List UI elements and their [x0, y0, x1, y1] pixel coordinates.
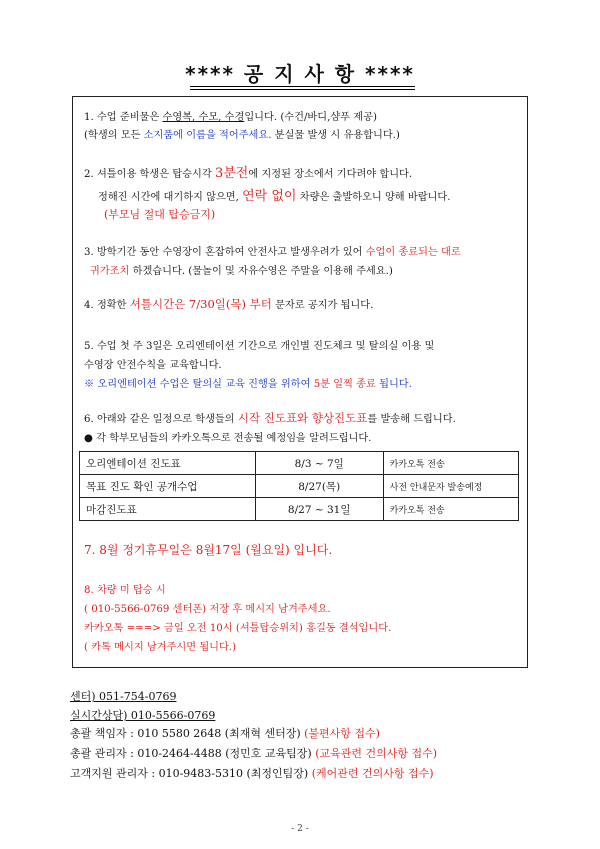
- item-5-line-1: 5. 수업 첫 주 3일은 오리엔테이션 기간으로 개인별 진도체크 및 탈의실 이용 및: [84, 341, 435, 352]
- item-6-highlight: 시작 진도표와 향상진도표: [237, 411, 368, 425]
- item-5-line-3: [84, 375, 412, 390]
- item-4-text: 4. 정확한: [84, 300, 130, 311]
- table-row: [80, 498, 519, 521]
- contact-1-text: 총괄 책임자 : 010 5580 2648 (최재혁 센터장): [70, 727, 305, 740]
- item-6-text: 6. 아래와 같은 일정으로 학생들의: [84, 414, 238, 425]
- page-number: - 2 -: [291, 824, 309, 834]
- item-3-highlight-2: 귀가조치: [90, 266, 130, 277]
- item-5-line-2: 수영장 안전수칙을 교육합니다.: [84, 360, 222, 371]
- contact-1-note: (불편사항 접수): [304, 727, 380, 740]
- item-1-text-end: 입니다. (수건/바디,샴푸 제공): [244, 112, 377, 123]
- item-1-supplies: 수영복, 수모, 수경: [162, 112, 245, 123]
- title-underline: [190, 86, 415, 87]
- item-8-line-4: ( 카톡 메시지 남겨주시면 됩니다.): [84, 642, 237, 653]
- table-row: [80, 452, 519, 475]
- table-row: [80, 475, 519, 498]
- item-2-text-2-end: 차량은 출발하오니 양해 바랍니다.: [296, 192, 451, 203]
- schedule-name: 목표 진도 확인 공개수업: [80, 475, 256, 498]
- item-1-note-end: 분실물 발생 시 유용합니다.): [271, 130, 400, 141]
- item-6-text-end: 를 발송해 드립니다.: [367, 414, 456, 425]
- item-7-text-end: 8월17일 (월요일) 입니다.: [191, 543, 333, 557]
- item-1-text: 1. 수업 준비물은: [84, 112, 163, 123]
- item-6-line-1: [84, 410, 456, 426]
- item-8-line-3: 카카오톡 ===> 금일 오전 10시 (셔틀탑승위치) 홍길동 결석입니다.: [84, 623, 392, 634]
- item-2-line-1: [84, 162, 412, 181]
- contact-2-note: (교육관련 건의사항 접수): [315, 747, 438, 760]
- center-phone: 센터) 051-754-0769: [70, 690, 177, 703]
- item-1-note-highlight: 소지품에 이름을 적어주세요.: [143, 130, 272, 141]
- item-2-line-3: (부모님 절대 탑승금지): [104, 208, 216, 221]
- item-1-line-1: [84, 108, 377, 123]
- item-5-highlight: 5분 일찍 종료: [313, 379, 376, 390]
- item-8-line-1: 8. 차량 미 탑승 시: [84, 585, 166, 596]
- item-2-text: 2. 셔틀이용 학생은 탑승시각: [84, 169, 215, 180]
- item-8-line-2: ( 010-5566-0769 센터폰) 저장 후 메시지 남겨주세요.: [84, 604, 331, 615]
- item-6-line-2: ● 각 학부모님들의 카카오톡으로 전송될 예정임을 알려드립니다.: [84, 433, 372, 444]
- item-5-note: ※ 오리엔테이션 수업은 탈의실 교육 진행을 위하여: [84, 379, 314, 390]
- schedule-table: [79, 451, 519, 521]
- item-2-text-2: 정해진 시간에 대기하지 않으면,: [98, 192, 243, 203]
- schedule-method: 사전 안내문자 발송예정: [383, 475, 518, 498]
- item-7-highlight: 정기휴무일은: [122, 543, 192, 557]
- schedule-name: 마감진도표: [80, 498, 256, 521]
- schedule-method: 카카오톡 전송: [383, 498, 518, 521]
- item-5-note-end: 됩니다.: [375, 379, 412, 390]
- item-2-line-2: [98, 185, 450, 204]
- item-2-text-end: 에 지정된 장소에서 기다려야 합니다.: [248, 169, 413, 180]
- item-7-text: 7. 8월: [84, 543, 123, 557]
- item-3-text-2: 하겠습니다. (물놀이 및 자유수영은 주말을 이용해 주세요.): [129, 266, 393, 277]
- item-7-line: [84, 541, 332, 558]
- schedule-date: 8/27(목): [255, 475, 383, 498]
- contact-2-text: 총괄 관리자 : 010-2464-4488 (정민호 교육팀장): [70, 747, 316, 760]
- contact-3-text: 고객지원 관리자 : 010-9483-5310 (최정인팀장): [70, 767, 312, 780]
- item-3-line-1: [84, 243, 461, 258]
- schedule-name: 오리엔테이션 진도표: [80, 452, 256, 475]
- item-3-highlight: 수업이 종료되는 대로: [365, 247, 461, 258]
- contact-line-3: [70, 765, 434, 781]
- item-4-text-end: 문자로 공지가 됩니다.: [271, 300, 374, 311]
- realtime-consult-phone: 실시간상담) 010-5566-0769: [70, 709, 216, 722]
- item-4-line: [84, 296, 373, 312]
- item-3-line-2: [90, 262, 393, 277]
- schedule-method: 카카오톡 전송: [383, 452, 518, 475]
- title-underline-2: [190, 89, 415, 90]
- contact-line-1: [70, 725, 380, 741]
- item-1-line-2: [84, 126, 400, 141]
- item-2-highlight-2: 연락 없이: [242, 189, 297, 204]
- page-title: **** 공 지 사 항 ****: [185, 62, 415, 86]
- schedule-date: 8/27 ~ 31일: [255, 498, 383, 521]
- item-1-note-start: (학생의 모든: [84, 130, 144, 141]
- schedule-date: 8/3 ~ 7일: [255, 452, 383, 475]
- item-3-text: 3. 방학기간 동안 수영장이 혼잡하여 안전사고 발생우려가 있어: [84, 247, 366, 258]
- item-4-highlight: 셔틀시간은 7/30일(목) 부터: [129, 297, 272, 311]
- item-2-highlight: 3분전: [214, 166, 249, 181]
- contact-3-note: (케어관련 건의사항 접수): [311, 767, 434, 780]
- contact-line-2: [70, 745, 437, 761]
